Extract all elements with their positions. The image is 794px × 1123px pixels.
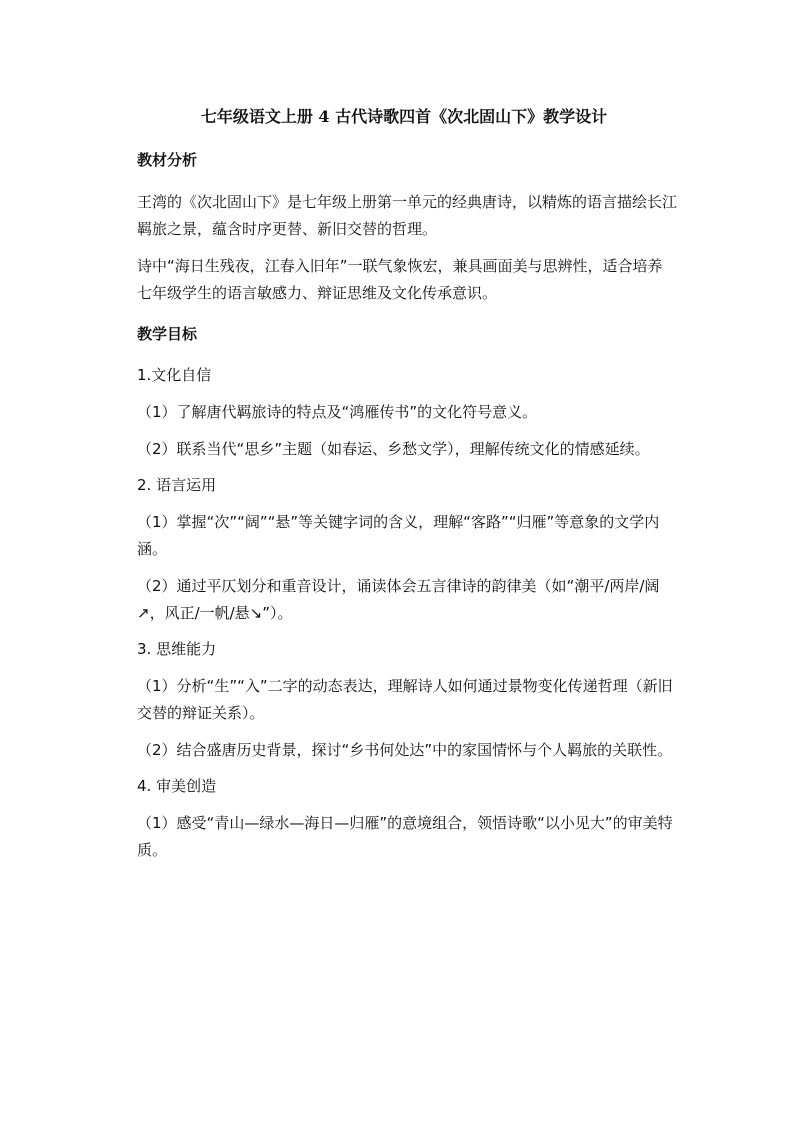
goal-point: （2）通过平仄划分和重音设计，诵读体会五言律诗的韵律美（如“潮平/两岸/阔↗，风正/一帆/悬↘”）。 [137, 577, 660, 622]
analysis-paragraph: 王湾的《次北固山下》是七年级上册第一单元的经典唐诗，以精炼的语言描绘长江羁旅之景，蕴含时序更替、新旧交替的哲理。 [137, 193, 678, 238]
document-body [137, 104, 677, 874]
section-heading-goals: 教学目标 [137, 325, 198, 343]
goal-point: （2）结合盛唐历史背景，探讨“乡书何处达”中的家国情怀与个人羁旅的关联性。 [137, 741, 673, 759]
goal-title-language: 2. 语言运用 [137, 476, 217, 494]
goal-point: （1）掌握“次”“阔”“悬”等关键字词的含义，理解“客路”“归雁”等意象的文学内涵。 [137, 513, 660, 558]
goal-point: （1）分析“生”“入”二字的动态表达，理解诗人如何通过景物变化传递哲理（新旧交替的辩证关系）。 [137, 677, 673, 722]
goal-title-aesthetic: 4. 审美创造 [137, 777, 217, 795]
analysis-paragraph: 诗中“海日生残夜，江春入旧年”一联气象恢宏，兼具画面美与思辨性，适合培养七年级学生的语言敏感力、辩证思维及文化传承意识。 [137, 257, 663, 302]
document-title: 七年级语文上册 4 古代诗歌四首《次北固山下》教学设计 [200, 107, 608, 126]
goal-point: （1）感受“青山—绿水—海日—归雁”的意境组合，领悟诗歌“以小见大”的审美特质。 [137, 814, 673, 859]
goal-title-culture: 1.文化自信 [137, 366, 212, 384]
section-heading-analysis: 教材分析 [137, 151, 198, 169]
goal-title-thinking: 3. 思维能力 [137, 640, 217, 658]
goal-point: （1）了解唐代羁旅诗的特点及“鸿雁传书”的文化符号意义。 [137, 403, 538, 421]
goal-point: （2）联系当代“思乡”主题（如春运、乡愁文学），理解传统文化的情感延续。 [137, 440, 650, 458]
